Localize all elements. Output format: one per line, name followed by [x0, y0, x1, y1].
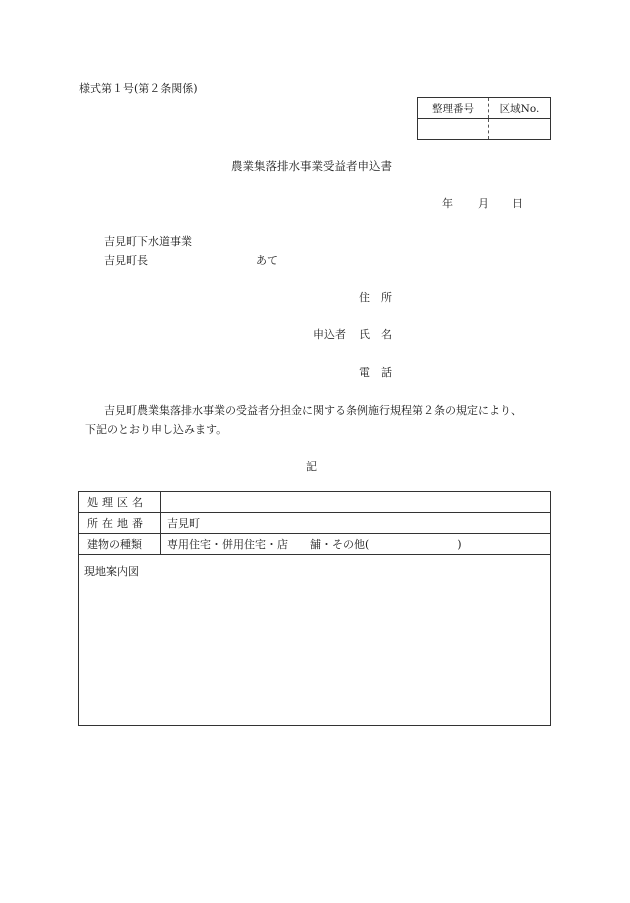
- date-month: 月: [478, 197, 489, 210]
- body-text-line1: 吉見町農業集落排水事業の受益者分担金に関する条例施行規程第２条の規定により、: [104, 404, 522, 417]
- document-title: 農業集落排水事業受益者申込書: [231, 159, 392, 173]
- date-year: 年: [442, 197, 453, 210]
- area-name-label: 処理区名: [79, 492, 161, 513]
- record-heading: 記: [306, 460, 317, 473]
- addressee-line2: 吉見町長: [104, 254, 148, 267]
- details-table: [78, 491, 551, 726]
- applicant-role-label: 申込者: [313, 328, 346, 341]
- building-type-label: 建物の種類: [79, 534, 161, 555]
- applicant-phone-label: 電 話: [359, 366, 392, 379]
- area-name-field[interactable]: [161, 492, 551, 513]
- applicant-address-label: 住 所: [359, 291, 392, 304]
- date-day: 日: [512, 197, 523, 210]
- reference-number-header: 整理番号: [418, 98, 489, 119]
- site-map-label: 現地案内図: [84, 565, 139, 578]
- body-text-line2: 下記のとおり申し込みます。: [85, 423, 228, 436]
- area-number-header: 区域No.: [489, 98, 551, 119]
- table-row: [79, 534, 551, 555]
- building-type-field[interactable]: 専用住宅・併用住宅・店 舗・その他( ): [161, 534, 551, 555]
- table-row: [79, 555, 551, 726]
- location-field[interactable]: 吉見町: [161, 513, 551, 534]
- site-map-field[interactable]: [79, 555, 551, 726]
- table-row: [79, 513, 551, 534]
- addressee-line1: 吉見町下水道事業: [104, 235, 192, 248]
- form-number: 様式第１号(第２条関係): [79, 82, 198, 95]
- number-table: [417, 97, 551, 140]
- table-row: [79, 492, 551, 513]
- applicant-name-label: 氏 名: [359, 328, 392, 341]
- area-number-field[interactable]: [489, 119, 551, 140]
- reference-number-field[interactable]: [418, 119, 489, 140]
- location-label: 所在地番: [79, 513, 161, 534]
- addressee-suffix: あて: [256, 254, 278, 267]
